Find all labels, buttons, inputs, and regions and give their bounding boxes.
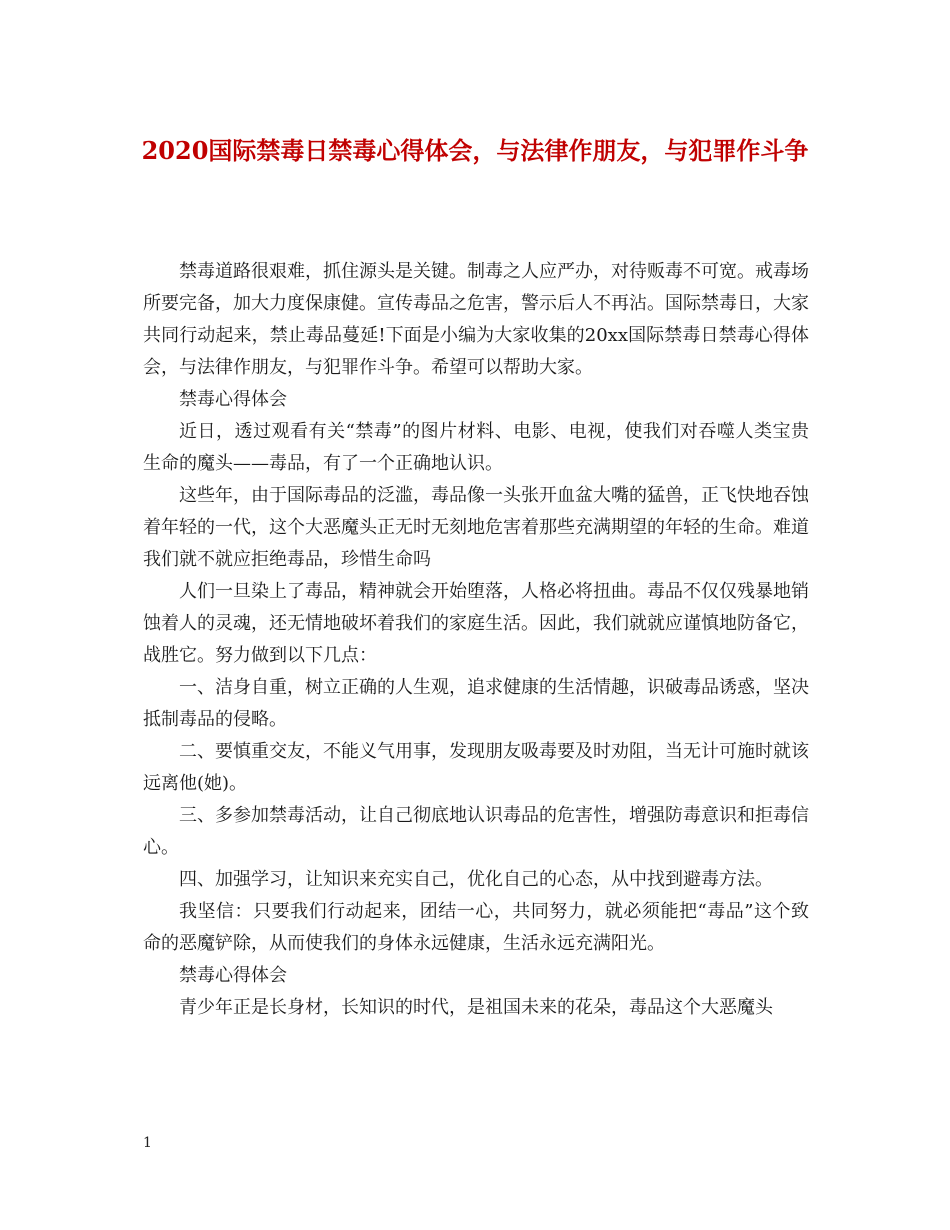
document-body (143, 256, 809, 1024)
paragraph-intro: 禁毒道路很艰难，抓住源头是关键。制毒之人应严办，对待贩毒不可宽。戒毒场所要完备，加大力度保康健。宣传毒品之危害，警示后人不再沾。国际禁毒日，大家共同行动起来，禁止毒品蔓延!下面是小编为大家收集的20xx国际禁毒日禁毒心得体会，与法律作朋友，与犯罪作斗争。希望可以帮助大家。 (143, 261, 809, 378)
paragraph: 这些年，由于国际毒品的泛滥，毒品像一头张开血盆大嘴的猛兽，正飞快地吞蚀着年轻的一代，这个大恶魔头正无时无刻地危害着那些充满期望的年轻的生命。难道我们就不就应拒绝毒品，珍惜生命吗 (143, 485, 809, 570)
paragraph: 近日，透过观看有关“禁毒”的图片材料、电影、电视，使我们对吞噬人类宝贵生命的魔头——毒品，有了一个正确地认识。 (143, 421, 809, 474)
list-item: 一、洁身自重，树立正确的人生观，追求健康的生活情趣，识破毒品诱惑，坚决抵制毒品的侵略。 (143, 677, 809, 730)
list-item: 三、多参加禁毒活动，让自己彻底地认识毒品的危害性，增强防毒意识和拒毒信心。 (143, 805, 809, 858)
section-heading: 禁毒心得体会 (179, 389, 287, 410)
paragraph: 我坚信：只要我们行动起来，团结一心，共同努力，就必须能把“毒品”这个致命的恶魔铲除，从而使我们的身体永远健康，生活永远充满阳光。 (143, 901, 809, 954)
paragraph: 人们一旦染上了毒品，精神就会开始堕落，人格必将扭曲。毒品不仅仅残暴地销蚀着人的灵魂，还无情地破坏着我们的家庭生活。因此，我们就就应谨慎地防备它，战胜它。努力做到以下几点： (143, 581, 809, 666)
document-title: 2020国际禁毒日禁毒心得体会，与法律作朋友，与犯罪作斗争 (141, 136, 809, 165)
section-heading: 禁毒心得体会 (179, 965, 287, 986)
page-number: 1 (143, 1135, 152, 1151)
paragraph: 青少年正是长身材，长知识的时代，是祖国未来的花朵，毒品这个大恶魔头 (179, 997, 773, 1018)
list-item: 四、加强学习，让知识来充实自己，优化自己的心态，从中找到避毒方法。 (179, 869, 773, 890)
list-item: 二、要慎重交友，不能义气用事，发现朋友吸毒要及时劝阻，当无计可施时就该远离他(她)。 (143, 741, 809, 794)
